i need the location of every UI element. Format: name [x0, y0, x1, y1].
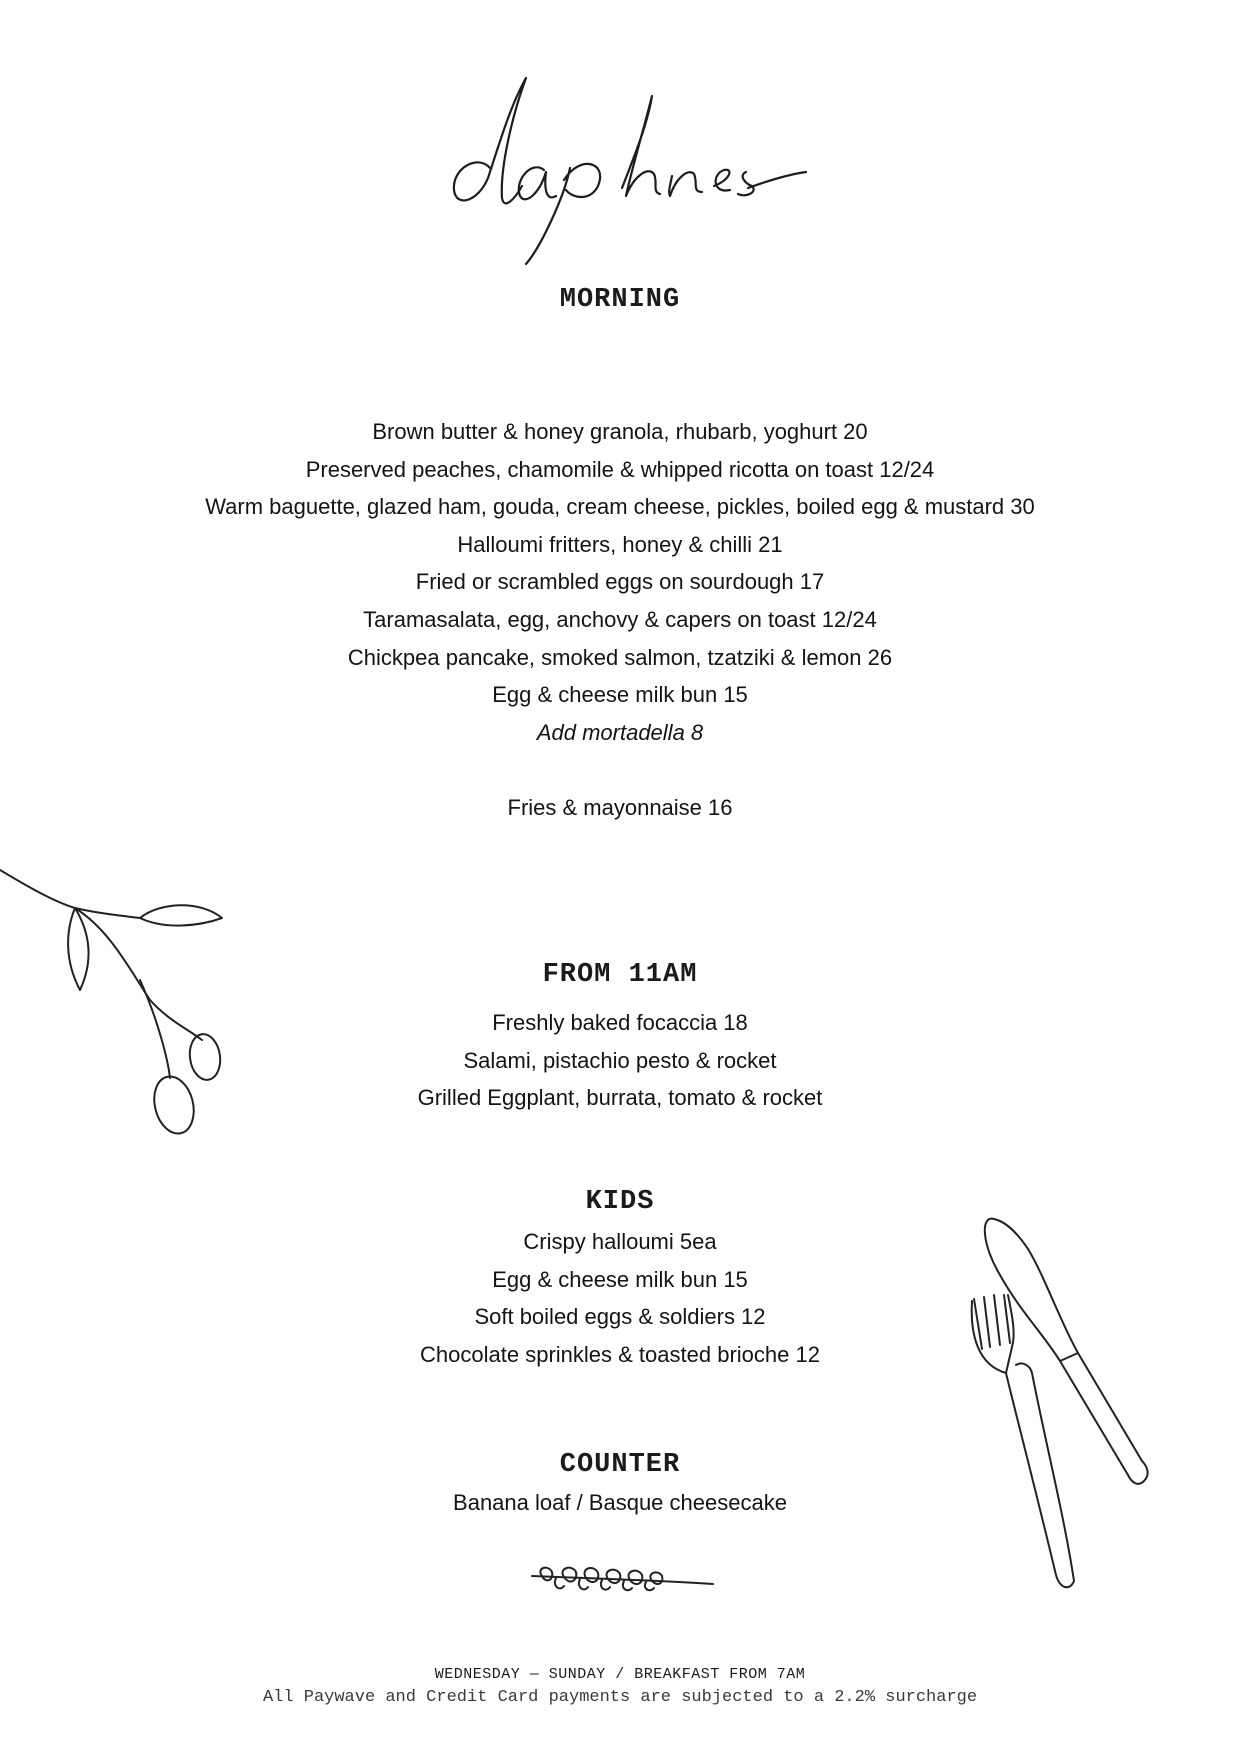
olive-branch-icon: [0, 860, 230, 1140]
section-title-counter: COUNTER: [559, 1450, 681, 1480]
menu-item: Taramasalata, egg, anchovy & capers on toast 12/24: [363, 606, 877, 632]
section-title-kids: KIDS: [585, 1187, 655, 1217]
opening-hours: WEDNESDAY — SUNDAY / BREAKFAST FROM 7AM: [434, 1666, 806, 1683]
menu-item: Fried or scrambled eggs on sourdough 17: [415, 569, 825, 595]
daphnes-logo-icon: [440, 68, 810, 268]
menu-item: Freshly baked focaccia 18: [492, 1010, 748, 1035]
menu-item: Fries & mayonnaise 16: [507, 794, 733, 820]
knife-and-fork-icon: [960, 1215, 1160, 1605]
menu-item: Preserved peaches, chamomile & whipped ricotta on toast 12/24: [305, 456, 935, 482]
menu-item-addon: Add mortadella 8: [536, 719, 704, 745]
menu-item: Brown butter & honey granola, rhubarb, yoghurt 20: [372, 419, 868, 444]
menu-item: Egg & cheese milk bun 15: [492, 682, 748, 708]
menu-item: Banana loaf / Basque cheesecake: [453, 1490, 787, 1515]
menu-item: Grilled Eggplant, burrata, tomato & rocket: [417, 1085, 823, 1111]
menu-item: Egg & cheese milk bun 15: [492, 1266, 748, 1292]
herb-sprig-icon: [530, 1562, 715, 1594]
list-spacer: [0, 751, 1240, 789]
menu-item: Chocolate sprinkles & toasted brioche 12: [420, 1341, 820, 1367]
morning-menu-list: [0, 413, 1240, 827]
section-title-morning: MORNING: [559, 285, 681, 315]
menu-item: Halloumi fritters, honey & chilli 21: [457, 531, 783, 557]
menu-item: Crispy halloumi 5ea: [523, 1229, 717, 1254]
surcharge-note: All Paywave and Credit Card payments are subjected to a 2.2% surcharge: [262, 1688, 978, 1707]
menu-item: Chickpea pancake, smoked salmon, tzatziki & lemon 26: [347, 644, 893, 670]
menu-item: Salami, pistachio pesto & rocket: [463, 1047, 777, 1073]
menu-item: Warm baguette, glazed ham, gouda, cream cheese, pickles, boiled egg & mustard 30: [205, 494, 1035, 520]
menu-item: Soft boiled eggs & soldiers 12: [474, 1304, 766, 1330]
section-title-from-11am: FROM 11AM: [542, 960, 698, 990]
